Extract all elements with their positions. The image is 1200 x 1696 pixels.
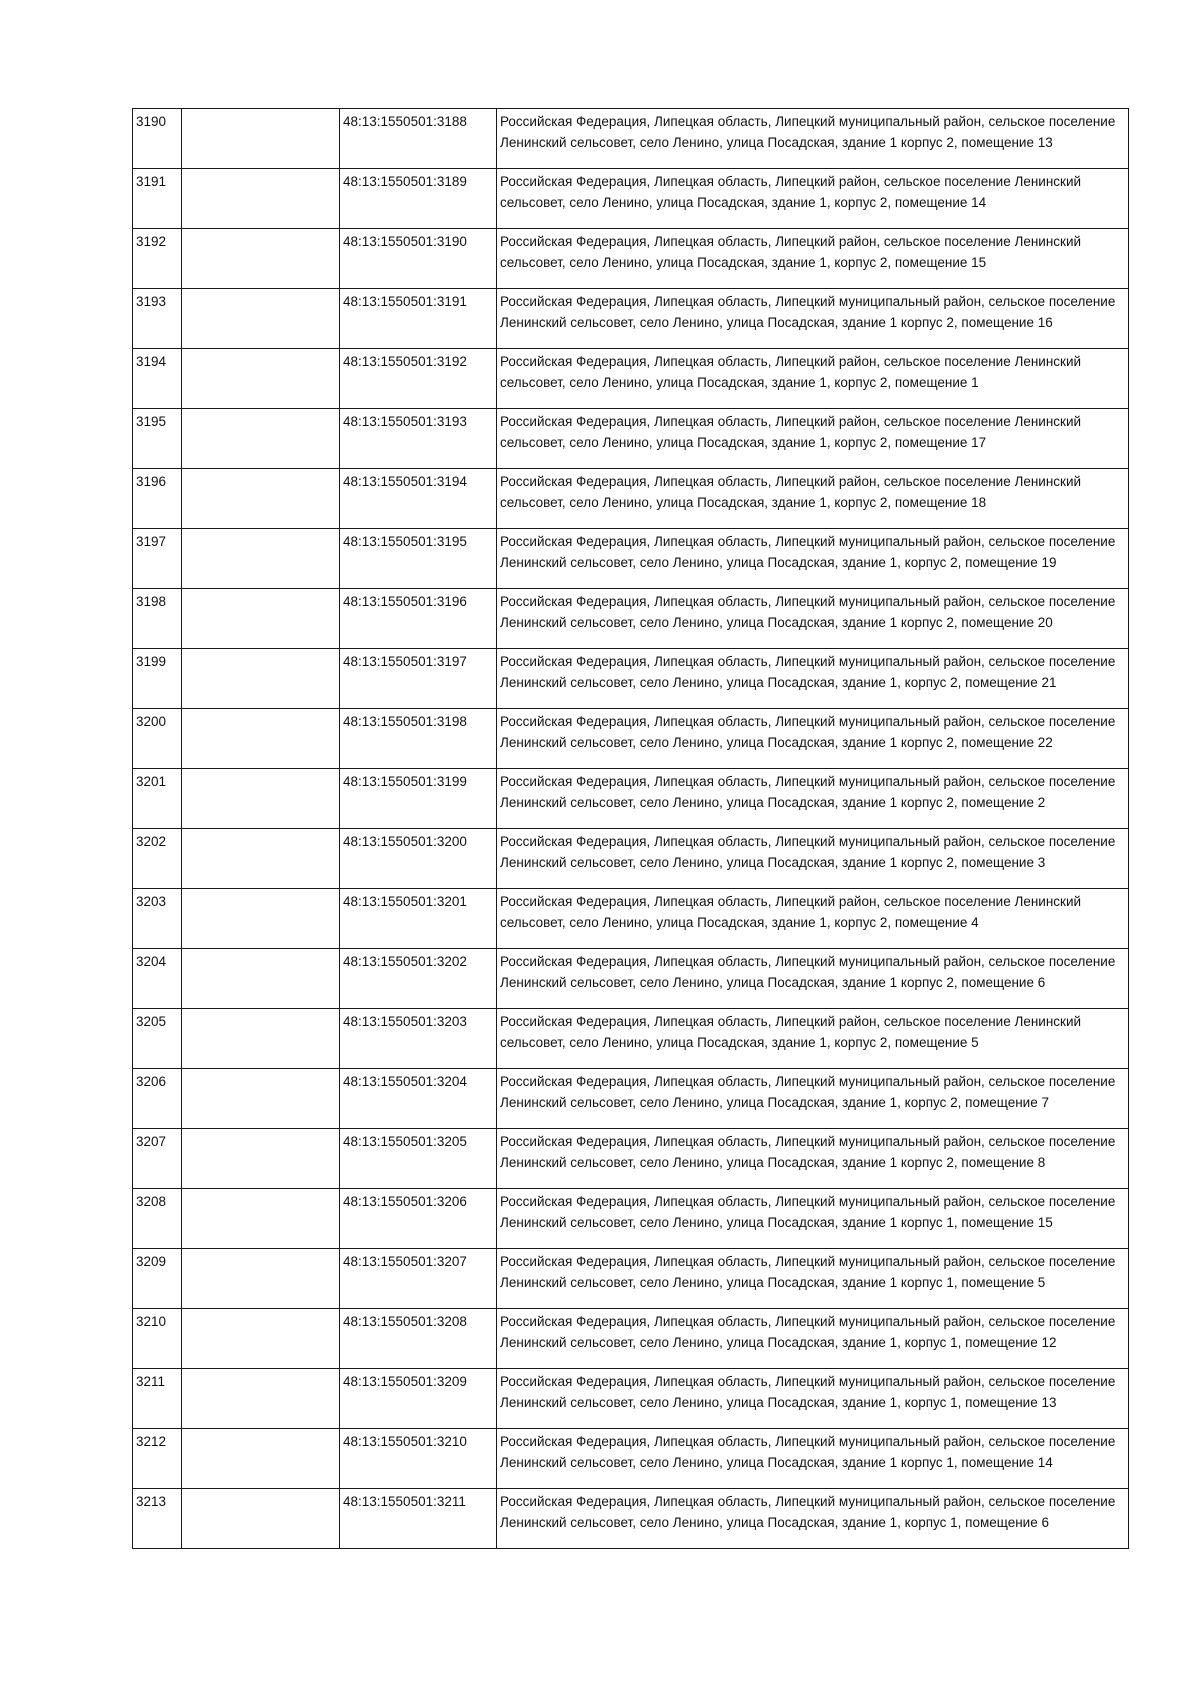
cadastral-number-text: 48:13:1550501:3200: [343, 834, 467, 849]
empty-cell: [182, 1069, 340, 1129]
address-cell: [497, 709, 1129, 769]
cadastral-number-text: 48:13:1550501:3206: [343, 1194, 467, 1209]
row-number-text: 3203: [136, 894, 167, 909]
address-cell: [497, 829, 1129, 889]
address-text: Российская Федерация, Липецкая область, Липецкий район, сельское поселение Ленинский сельсовет, село Ленино, улица Посадская, здание 1, корпус 2, помещение 18: [500, 474, 1082, 510]
cadastral-number-text: 48:13:1550501:3198: [343, 714, 467, 729]
cadastral-number-cell: [340, 649, 497, 709]
empty-cell: [182, 949, 340, 1009]
address-text: Российская Федерация, Липецкая область, Липецкий муниципальный район, сельское поселение Ленинский сельсовет, село Ленино, улица Посадская, здание 1, корпус 2, помещение 7: [500, 1074, 1116, 1110]
row-number-cell: [133, 1129, 182, 1189]
row-number-text: 3206: [136, 1074, 167, 1089]
empty-cell: [182, 1009, 340, 1069]
cadastral-number-cell: [340, 1069, 497, 1129]
table-row: [133, 1189, 1129, 1249]
row-number-text: 3207: [136, 1134, 167, 1149]
cadastral-number-text: 48:13:1550501:3199: [343, 774, 467, 789]
row-number-cell: [133, 1189, 182, 1249]
address-text: Российская Федерация, Липецкая область, Липецкий район, сельское поселение Ленинский сельсовет, село Ленино, улица Посадская, здание 1, корпус 2, помещение 1: [500, 354, 1082, 390]
row-number-text: 3204: [136, 954, 167, 969]
address-text: Российская Федерация, Липецкая область, Липецкий район, сельское поселение Ленинский сельсовет, село Ленино, улица Посадская, здание 1, корпус 2, помещение 15: [500, 234, 1082, 270]
row-number-text: 3192: [136, 234, 167, 249]
empty-cell: [182, 529, 340, 589]
empty-cell: [182, 289, 340, 349]
address-text: Российская Федерация, Липецкая область, Липецкий муниципальный район, сельское поселение Ленинский сельсовет, село Ленино, улица Посадская, здание 1 корпус 1, помещение 5: [500, 1254, 1116, 1290]
empty-text: [182, 1489, 339, 1548]
cadastral-number-cell: [340, 529, 497, 589]
address-text: Российская Федерация, Липецкая область, Липецкий муниципальный район, сельское поселение Ленинский сельсовет, село Ленино, улица Посадская, здание 1, корпус 2, помещение 19: [500, 534, 1116, 570]
cadastral-number-cell: [340, 1429, 497, 1489]
empty-text: [182, 1069, 339, 1128]
row-number-cell: [133, 1429, 182, 1489]
cadastral-number-text: 48:13:1550501:3207: [343, 1254, 467, 1269]
empty-text: [182, 1369, 339, 1428]
empty-text: [182, 1129, 339, 1188]
empty-text: [182, 709, 339, 768]
address-text: Российская Федерация, Липецкая область, Липецкий район, сельское поселение Ленинский сельсовет, село Ленино, улица Посадская, здание 1, корпус 2, помещение 17: [500, 414, 1082, 450]
row-number-cell: [133, 289, 182, 349]
address-text: Российская Федерация, Липецкая область, Липецкий муниципальный район, сельское поселение Ленинский сельсовет, село Ленино, улица Посадская, здание 1, корпус 1, помещение 6: [500, 1494, 1116, 1530]
address-cell: [497, 1309, 1129, 1369]
table-row: [133, 1009, 1129, 1069]
cadastral-number-cell: [340, 1009, 497, 1069]
address-cell: [497, 889, 1129, 949]
empty-text: [182, 829, 339, 888]
row-number-cell: [133, 229, 182, 289]
empty-text: [182, 889, 339, 948]
row-number-text: 3193: [136, 294, 167, 309]
row-number-cell: [133, 1009, 182, 1069]
address-cell: [497, 769, 1129, 829]
row-number-cell: [133, 769, 182, 829]
empty-cell: [182, 229, 340, 289]
address-cell: [497, 1249, 1129, 1309]
cadastral-number-text: 48:13:1550501:3193: [343, 414, 467, 429]
cadastral-number-cell: [340, 1249, 497, 1309]
empty-text: [182, 1009, 339, 1068]
table-row: [133, 409, 1129, 469]
row-number-text: 3211: [136, 1374, 166, 1389]
address-cell: [497, 529, 1129, 589]
cadastral-number-cell: [340, 409, 497, 469]
address-text: Российская Федерация, Липецкая область, Липецкий муниципальный район, сельское поселение Ленинский сельсовет, село Ленино, улица Посадская, здание 1 корпус 2, помещение 8: [500, 1134, 1116, 1170]
cadastral-number-text: 48:13:1550501:3204: [343, 1074, 467, 1089]
cadastral-number-cell: [340, 1189, 497, 1249]
address-cell: [497, 589, 1129, 649]
empty-cell: [182, 469, 340, 529]
row-number-cell: [133, 109, 182, 169]
row-number-cell: [133, 349, 182, 409]
cadastral-number-text: 48:13:1550501:3188: [343, 114, 467, 129]
row-number-cell: [133, 409, 182, 469]
row-number-text: 3198: [136, 594, 167, 609]
cadastral-number-text: 48:13:1550501:3190: [343, 234, 467, 249]
empty-text: [182, 289, 339, 348]
empty-cell: [182, 1129, 340, 1189]
address-cell: [497, 1129, 1129, 1189]
table-row: [133, 649, 1129, 709]
address-text: Российская Федерация, Липецкая область, Липецкий муниципальный район, сельское поселение Ленинский сельсовет, село Ленино, улица Посадская, здание 1 корпус 1, помещение 14: [500, 1434, 1116, 1470]
cadastral-number-cell: [340, 829, 497, 889]
address-cell: [497, 1369, 1129, 1429]
address-text: Российская Федерация, Липецкая область, Липецкий район, сельское поселение Ленинский сельсовет, село Ленино, улица Посадская, здание 1, корпус 2, помещение 5: [500, 1014, 1082, 1050]
table-row: [133, 709, 1129, 769]
row-number-text: 3212: [136, 1434, 167, 1449]
address-cell: [497, 1189, 1129, 1249]
address-cell: [497, 1009, 1129, 1069]
empty-cell: [182, 1309, 340, 1369]
address-cell: [497, 649, 1129, 709]
registry-table-body: [133, 109, 1129, 1549]
address-text: Российская Федерация, Липецкая область, Липецкий муниципальный район, сельское поселение Ленинский сельсовет, село Ленино, улица Посадская, здание 1, корпус 1, помещение 12: [500, 1314, 1116, 1350]
cadastral-number-cell: [340, 1369, 497, 1429]
empty-cell: [182, 829, 340, 889]
address-cell: [497, 1069, 1129, 1129]
cadastral-number-cell: [340, 169, 497, 229]
empty-text: [182, 1249, 339, 1308]
empty-text: [182, 409, 339, 468]
table-row: [133, 589, 1129, 649]
cadastral-number-text: 48:13:1550501:3189: [343, 174, 467, 189]
row-number-text: 3208: [136, 1194, 167, 1209]
row-number-text: 3202: [136, 834, 167, 849]
address-text: Российская Федерация, Липецкая область, Липецкий район, сельское поселение Ленинский сельсовет, село Ленино, улица Посадская, здание 1, корпус 2, помещение 14: [500, 174, 1082, 210]
row-number-text: 3200: [136, 714, 167, 729]
address-text: Российская Федерация, Липецкая область, Липецкий муниципальный район, сельское поселение Ленинский сельсовет, село Ленино, улица Посадская, здание 1, корпус 2, помещение 21: [500, 654, 1116, 690]
address-cell: [497, 289, 1129, 349]
empty-cell: [182, 769, 340, 829]
empty-cell: [182, 649, 340, 709]
table-row: [133, 949, 1129, 1009]
row-number-cell: [133, 709, 182, 769]
empty-cell: [182, 589, 340, 649]
table-row: [133, 1069, 1129, 1129]
row-number-cell: [133, 469, 182, 529]
cadastral-number-cell: [340, 1309, 497, 1369]
cadastral-number-text: 48:13:1550501:3201: [343, 894, 467, 909]
cadastral-number-text: 48:13:1550501:3192: [343, 354, 467, 369]
cadastral-number-text: 48:13:1550501:3210: [343, 1434, 467, 1449]
empty-cell: [182, 1189, 340, 1249]
table-row: [133, 1249, 1129, 1309]
row-number-text: 3210: [136, 1314, 167, 1329]
empty-text: [182, 169, 339, 228]
cadastral-number-text: 48:13:1550501:3203: [343, 1014, 467, 1029]
row-number-cell: [133, 529, 182, 589]
cadastral-number-text: 48:13:1550501:3195: [343, 534, 467, 549]
empty-text: [182, 349, 339, 408]
table-row: [133, 289, 1129, 349]
row-number-cell: [133, 1249, 182, 1309]
address-cell: [497, 409, 1129, 469]
empty-cell: [182, 1249, 340, 1309]
empty-text: [182, 769, 339, 828]
cadastral-number-text: 48:13:1550501:3211: [343, 1494, 466, 1509]
empty-cell: [182, 169, 340, 229]
empty-text: [182, 529, 339, 588]
row-number-text: 3199: [136, 654, 167, 669]
table-row: [133, 1309, 1129, 1369]
cadastral-number-cell: [340, 889, 497, 949]
empty-cell: [182, 409, 340, 469]
cadastral-number-cell: [340, 229, 497, 289]
cadastral-number-cell: [340, 769, 497, 829]
empty-cell: [182, 1429, 340, 1489]
address-text: Российская Федерация, Липецкая область, Липецкий муниципальный район, сельское поселение Ленинский сельсовет, село Ленино, улица Посадская, здание 1 корпус 2, помещение 2: [500, 774, 1116, 810]
empty-text: [182, 949, 339, 1008]
row-number-text: 3197: [136, 534, 167, 549]
row-number-cell: [133, 169, 182, 229]
cadastral-number-cell: [340, 709, 497, 769]
empty-cell: [182, 1369, 340, 1429]
address-text: Российская Федерация, Липецкая область, Липецкий муниципальный район, сельское поселение Ленинский сельсовет, село Ленино, улица Посадская, здание 1 корпус 2, помещение 22: [500, 714, 1116, 750]
address-cell: [497, 469, 1129, 529]
row-number-text: 3195: [136, 414, 167, 429]
address-text: Российская Федерация, Липецкая область, Липецкий район, сельское поселение Ленинский сельсовет, село Ленино, улица Посадская, здание 1, корпус 2, помещение 4: [500, 894, 1082, 930]
empty-text: [182, 1309, 339, 1368]
row-number-text: 3191: [136, 174, 167, 189]
address-cell: [497, 1429, 1129, 1489]
cadastral-number-text: 48:13:1550501:3209: [343, 1374, 467, 1389]
row-number-cell: [133, 949, 182, 1009]
empty-text: [182, 229, 339, 288]
cadastral-number-text: 48:13:1550501:3205: [343, 1134, 467, 1149]
table-row: [133, 769, 1129, 829]
cadastral-number-text: 48:13:1550501:3208: [343, 1314, 467, 1329]
row-number-text: 3213: [136, 1494, 167, 1509]
address-cell: [497, 349, 1129, 409]
row-number-text: 3190: [136, 114, 167, 129]
table-row: [133, 109, 1129, 169]
cadastral-number-text: 48:13:1550501:3191: [343, 294, 467, 309]
table-row: [133, 829, 1129, 889]
table-row: [133, 169, 1129, 229]
empty-cell: [182, 109, 340, 169]
cadastral-number-text: 48:13:1550501:3196: [343, 594, 467, 609]
empty-cell: [182, 1489, 340, 1549]
row-number-cell: [133, 589, 182, 649]
row-number-text: 3209: [136, 1254, 167, 1269]
address-cell: [497, 949, 1129, 1009]
table-row: [133, 1129, 1129, 1189]
address-cell: [497, 1489, 1129, 1549]
empty-text: [182, 1429, 339, 1488]
cadastral-number-cell: [340, 589, 497, 649]
row-number-text: 3201: [136, 774, 167, 789]
cadastral-number-text: 48:13:1550501:3202: [343, 954, 467, 969]
address-cell: [497, 169, 1129, 229]
empty-cell: [182, 889, 340, 949]
row-number-cell: [133, 889, 182, 949]
row-number-text: 3196: [136, 474, 167, 489]
address-text: Российская Федерация, Липецкая область, Липецкий муниципальный район, сельское поселение Ленинский сельсовет, село Ленино, улица Посадская, здание 1, корпус 1, помещение 13: [500, 1374, 1116, 1410]
empty-text: [182, 589, 339, 648]
property-registry-table: [132, 108, 1129, 1549]
row-number-cell: [133, 1369, 182, 1429]
table-row: [133, 229, 1129, 289]
cadastral-number-text: 48:13:1550501:3197: [343, 654, 467, 669]
row-number-cell: [133, 649, 182, 709]
cadastral-number-cell: [340, 949, 497, 1009]
row-number-cell: [133, 1309, 182, 1369]
row-number-text: 3194: [136, 354, 167, 369]
address-text: Российская Федерация, Липецкая область, Липецкий муниципальный район, сельское поселение Ленинский сельсовет, село Ленино, улица Посадская, здание 1 корпус 2, помещение 3: [500, 834, 1116, 870]
row-number-text: 3205: [136, 1014, 167, 1029]
empty-cell: [182, 349, 340, 409]
table-row: [133, 1489, 1129, 1549]
address-text: Российская Федерация, Липецкая область, Липецкий муниципальный район, сельское поселение Ленинский сельсовет, село Ленино, улица Посадская, здание 1 корпус 1, помещение 15: [500, 1194, 1116, 1230]
empty-text: [182, 469, 339, 528]
address-text: Российская Федерация, Липецкая область, Липецкий муниципальный район, сельское поселение Ленинский сельсовет, село Ленино, улица Посадская, здание 1 корпус 2, помещение 13: [500, 114, 1116, 150]
row-number-cell: [133, 829, 182, 889]
table-row: [133, 889, 1129, 949]
table-row: [133, 1429, 1129, 1489]
cadastral-number-cell: [340, 349, 497, 409]
cadastral-number-text: 48:13:1550501:3194: [343, 474, 467, 489]
address-text: Российская Федерация, Липецкая область, Липецкий муниципальный район, сельское поселение Ленинский сельсовет, село Ленино, улица Посадская, здание 1 корпус 2, помещение 20: [500, 594, 1116, 630]
table-row: [133, 349, 1129, 409]
empty-text: [182, 649, 339, 708]
cadastral-number-cell: [340, 289, 497, 349]
address-cell: [497, 109, 1129, 169]
table-row: [133, 469, 1129, 529]
cadastral-number-cell: [340, 1129, 497, 1189]
empty-cell: [182, 709, 340, 769]
cadastral-number-cell: [340, 109, 497, 169]
cadastral-number-cell: [340, 469, 497, 529]
row-number-cell: [133, 1069, 182, 1129]
address-text: Российская Федерация, Липецкая область, Липецкий муниципальный район, сельское поселение Ленинский сельсовет, село Ленино, улица Посадская, здание 1 корпус 2, помещение 16: [500, 294, 1116, 330]
address-text: Российская Федерация, Липецкая область, Липецкий муниципальный район, сельское поселение Ленинский сельсовет, село Ленино, улица Посадская, здание 1 корпус 2, помещение 6: [500, 954, 1116, 990]
cadastral-number-cell: [340, 1489, 497, 1549]
table-row: [133, 1369, 1129, 1429]
address-cell: [497, 229, 1129, 289]
empty-text: [182, 1189, 339, 1248]
empty-text: [182, 109, 339, 168]
table-row: [133, 529, 1129, 589]
row-number-cell: [133, 1489, 182, 1549]
